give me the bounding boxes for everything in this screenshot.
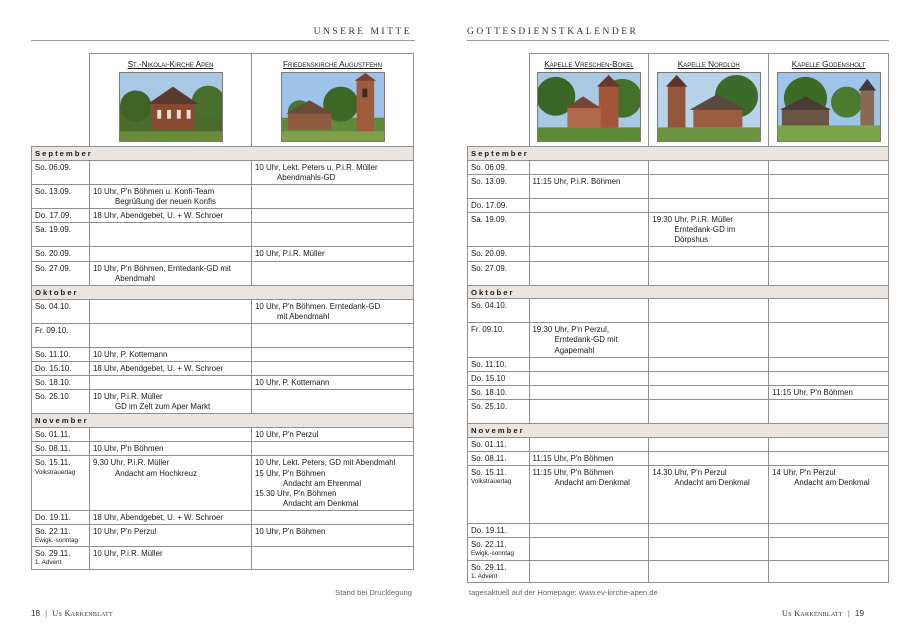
calendar-body [32, 147, 414, 570]
service-cell [529, 466, 649, 524]
service-cell [252, 247, 414, 261]
table-row [32, 347, 414, 361]
church-photo [657, 72, 761, 142]
table-row [468, 213, 889, 247]
service-cell [529, 198, 649, 212]
date-label: So. 22.11. [471, 540, 507, 550]
service-cell [769, 538, 889, 560]
section-rule [467, 40, 889, 41]
church-column-header [769, 54, 889, 147]
table-row [32, 525, 414, 547]
section-title: GOTTESDIENSTKALENDER [467, 27, 639, 37]
service-line: 11:15 Uhr, P.i.R. Böhmen [532, 176, 621, 186]
service-line: 19:30 Uhr, P.i.R. Müller [652, 215, 733, 225]
service-line: Erntedank-GD mit [554, 335, 618, 345]
day-note: 1. Advent [35, 559, 62, 567]
month-row [468, 424, 889, 438]
service-cell [90, 261, 252, 285]
service-cell [90, 347, 252, 361]
date-label: So. 11.10. [471, 359, 507, 369]
table-row [32, 299, 414, 323]
service-cell [252, 160, 414, 184]
table-row [468, 198, 889, 212]
date-label: So. 20.09. [471, 249, 507, 259]
church-photo [281, 72, 385, 142]
date-label: Sa. 19.09. [471, 215, 507, 225]
date-label: So. 18.10. [471, 387, 507, 397]
service-cell [90, 299, 252, 323]
service-line: 18 Uhr, Abendgebet, U. + W. Schroer [93, 512, 224, 522]
service-cell [90, 323, 252, 347]
date-cell [32, 376, 90, 390]
date-cell [468, 371, 530, 385]
service-cell [529, 385, 649, 399]
service-line: 11:15 Uhr, P'n Böhmen [532, 454, 614, 463]
date-label: So. 15.11. [35, 458, 71, 468]
service-cell [90, 209, 252, 223]
page-number: 18 [31, 609, 41, 618]
service-line: Andacht am Denkmal [283, 498, 359, 508]
service-cell [529, 357, 649, 371]
service-cell [529, 452, 649, 466]
table-row [468, 560, 889, 582]
service-cell [252, 547, 414, 569]
date-label: So. 13.09. [35, 187, 71, 197]
date-cell [32, 390, 90, 414]
date-label: So. 04.10. [471, 301, 507, 311]
service-cell [90, 185, 252, 209]
service-cell [529, 538, 649, 560]
service-line: 18 Uhr, Abendgebet, U. + W. Schroer [93, 211, 224, 221]
day-note: 1. Advent [471, 572, 498, 580]
service-cell [769, 524, 889, 538]
service-cell [649, 524, 769, 538]
service-cell [649, 400, 769, 424]
date-cell [32, 456, 90, 511]
service-line: 11:15 Uhr, P'n Böhmen [772, 387, 853, 397]
date-label: Do. 15.10. [35, 363, 72, 373]
service-line: 9.30 Uhr, P.i.R. Müller [93, 458, 170, 468]
service-line: 10 Uhr, P.i.R. Müller [93, 549, 163, 559]
section-rule [31, 40, 415, 41]
date-label: So. 29.11. [35, 549, 71, 559]
table-row [468, 437, 889, 451]
service-cell [529, 560, 649, 582]
service-cell [769, 560, 889, 582]
service-cell [769, 371, 889, 385]
table-row [32, 261, 414, 285]
service-line: 15 Uhr, P'n Böhmen [255, 468, 326, 478]
service-cell [649, 466, 769, 524]
page-footer: Us Karkenblatt | 19 [782, 609, 864, 618]
date-label: So. 08.11. [35, 444, 71, 454]
date-cell [468, 174, 530, 198]
service-line: 18 Uhr, Abendgebet, U. + W. Schroer [93, 363, 224, 373]
service-cell [649, 174, 769, 198]
table-row [32, 456, 414, 511]
table-row [32, 547, 414, 569]
publication-name: Us Karkenblatt [52, 609, 113, 618]
service-calendar-table [31, 53, 414, 570]
service-line: Andacht am Denkmal [674, 478, 750, 488]
service-cell [769, 247, 889, 261]
date-label: So. 22.11. [35, 527, 71, 537]
month-label: September [32, 147, 414, 161]
service-cell [769, 299, 889, 323]
service-cell [252, 428, 414, 442]
day-note: Volkstrauertag [471, 478, 512, 486]
service-cell [252, 376, 414, 390]
date-label: So. 11.10. [35, 349, 71, 359]
footnote: Stand bei Drucklegung [335, 588, 412, 597]
service-cell [90, 428, 252, 442]
date-cell [32, 323, 90, 347]
date-label: So. 01.11. [35, 430, 71, 440]
service-cell [90, 510, 252, 524]
service-line: 10 Uhr, P'n Perzul [93, 527, 157, 537]
date-label: Do. 17.09. [35, 211, 72, 221]
service-cell [252, 209, 414, 223]
service-cell [649, 213, 769, 247]
service-cell [252, 442, 414, 456]
service-line: 10 Uhr, Lekt. Peters u. P.i.R. Müller [255, 162, 378, 172]
service-cell [90, 547, 252, 569]
date-cell [32, 547, 90, 569]
service-line: 10 Uhr, P'n Böhmen, Erntedank-GD mit [93, 263, 231, 273]
service-line: Begrüßung der neuen Konfis [115, 197, 216, 207]
table-row [32, 185, 414, 209]
service-cell [252, 361, 414, 375]
table-row [468, 357, 889, 371]
table-row [32, 160, 414, 184]
day-note: Ewigk.-sonntag [471, 550, 515, 558]
date-cell [468, 299, 530, 323]
month-row [32, 414, 414, 428]
service-cell [90, 390, 252, 414]
service-cell [90, 442, 252, 456]
service-line: 14.30 Uhr, P'n Perzul [652, 468, 727, 478]
service-line: 10 Uhr, P.i.R. Müller [93, 392, 163, 402]
table-row [32, 361, 414, 375]
service-line: 10 Uhr, Lekt. Peters, GD mit Abendmahl [255, 458, 396, 468]
date-label: So. 25.10. [35, 392, 71, 402]
church-photo [777, 72, 881, 142]
date-label: So. 18.10. [35, 378, 71, 388]
table-row [32, 390, 414, 414]
service-cell [529, 371, 649, 385]
service-calendar-table [467, 53, 889, 583]
date-cell [468, 247, 530, 261]
service-line: 19:30 Uhr, P'n Perzul, [532, 325, 610, 335]
month-label: Oktober [468, 285, 889, 299]
service-cell [90, 247, 252, 261]
service-cell [252, 223, 414, 247]
date-cell [32, 223, 90, 247]
service-line: Andacht am Denkmal [554, 478, 630, 488]
calendar-body [468, 147, 889, 583]
date-label: So. 13.09. [471, 176, 507, 186]
service-line: mit Abendmahl [277, 311, 330, 321]
date-cell [32, 347, 90, 361]
service-cell [649, 452, 769, 466]
service-cell [769, 452, 889, 466]
service-cell [649, 357, 769, 371]
service-cell [529, 174, 649, 198]
date-label: Do. 19.11. [471, 526, 507, 536]
service-cell [649, 437, 769, 451]
service-line: 11:15 Uhr, P'n Böhmen [532, 468, 614, 478]
church-name: Kapelle Vreschen-Bokel [544, 60, 634, 69]
date-cell [468, 524, 530, 538]
table-row [468, 323, 889, 357]
table-corner [32, 54, 90, 147]
date-cell [468, 213, 530, 247]
date-cell [468, 452, 530, 466]
date-cell [32, 247, 90, 261]
date-cell [468, 560, 530, 582]
date-cell [32, 185, 90, 209]
service-cell [252, 185, 414, 209]
table-row [468, 466, 889, 524]
date-label: Sa. 19.09. [35, 225, 71, 235]
service-cell [529, 400, 649, 424]
date-cell [468, 323, 530, 357]
service-line: Abendmahls-GD [277, 172, 336, 182]
date-label: So. 27.09. [35, 263, 71, 273]
month-label: Oktober [32, 285, 414, 299]
date-label: Do. 15.10 [471, 373, 506, 383]
date-cell [32, 261, 90, 285]
table-row [468, 452, 889, 466]
date-label: So. 20.09. [35, 249, 71, 259]
service-line: 14 Uhr, P'n Perzul [772, 468, 836, 478]
service-cell [90, 361, 252, 375]
service-line: Agapemahl [554, 345, 595, 355]
service-cell [529, 299, 649, 323]
month-row [468, 147, 889, 161]
church-column-header [649, 54, 769, 147]
date-label: Do. 19.11. [35, 512, 71, 522]
church-photo [537, 72, 641, 142]
service-cell [649, 371, 769, 385]
date-cell [32, 442, 90, 456]
service-cell [649, 323, 769, 357]
service-cell [769, 323, 889, 357]
service-cell [529, 160, 649, 174]
service-line: 10 Uhr, P'n Böhmen. Erntedank-GD [255, 301, 381, 311]
service-line: Abendmahl [115, 273, 155, 283]
date-label: So. 15.11. [471, 468, 507, 478]
service-cell [769, 261, 889, 285]
date-label: Fr. 09.10. [471, 325, 505, 335]
day-note: Volkstrauertag [35, 468, 76, 476]
service-cell [252, 261, 414, 285]
church-photo [119, 72, 223, 142]
service-cell [769, 174, 889, 198]
service-line: 10 Uhr, P. Kottemann [255, 378, 330, 388]
table-row [468, 538, 889, 560]
service-cell [252, 510, 414, 524]
section-title: UNSERE MITTE [313, 27, 412, 37]
church-column-header [252, 54, 414, 147]
date-cell [468, 466, 530, 524]
date-cell [468, 160, 530, 174]
service-cell [90, 456, 252, 511]
date-cell [32, 299, 90, 323]
service-cell [252, 525, 414, 547]
service-cell [252, 390, 414, 414]
service-cell [769, 437, 889, 451]
month-label: September [468, 147, 889, 161]
date-cell [32, 510, 90, 524]
date-label: Do. 17.09. [471, 200, 508, 210]
date-cell [468, 400, 530, 424]
table-row [468, 385, 889, 399]
footnote: tagesaktuell auf der Homepage: www.ev-kirche-apen.de [469, 588, 658, 597]
table-row [468, 524, 889, 538]
table-row [468, 400, 889, 424]
table-row [32, 323, 414, 347]
date-label: So. 29.11. [471, 562, 507, 572]
month-label: November [32, 414, 414, 428]
date-cell [32, 525, 90, 547]
service-cell [769, 357, 889, 371]
table-row [32, 209, 414, 223]
month-row [32, 285, 414, 299]
service-cell [529, 247, 649, 261]
service-cell [769, 385, 889, 399]
date-cell [32, 361, 90, 375]
page-number: 19 [854, 609, 864, 618]
service-cell [649, 560, 769, 582]
date-cell [32, 209, 90, 223]
service-cell [769, 198, 889, 212]
service-line: 15.30 Uhr, P'n Böhmen [255, 488, 337, 498]
date-cell [32, 160, 90, 184]
service-cell [252, 456, 414, 511]
date-cell [468, 437, 530, 451]
table-row [468, 174, 889, 198]
month-row [468, 285, 889, 299]
table-row [468, 371, 889, 385]
service-cell [529, 437, 649, 451]
service-cell [90, 525, 252, 547]
table-row [32, 376, 414, 390]
date-label: So. 06.09. [471, 162, 507, 172]
church-name: Friedenskirche Augustfehn [283, 60, 382, 69]
day-note: Ewigk.-sonntag [35, 537, 79, 545]
table-row [468, 247, 889, 261]
service-cell [90, 223, 252, 247]
table-row [468, 299, 889, 323]
church-column-header [90, 54, 252, 147]
table-row [32, 247, 414, 261]
service-cell [649, 299, 769, 323]
page-footer: 18 | Us Karkenblatt [31, 609, 113, 618]
date-label: So. 01.11. [471, 439, 507, 449]
service-line: 10 Uhr, P'n Böhmen [93, 444, 164, 454]
table-row [32, 442, 414, 456]
service-cell [649, 247, 769, 261]
service-line: GD im Zelt zum Aper Markt [115, 402, 211, 412]
service-cell [252, 347, 414, 361]
service-line: Erntedank-GD im Dörpshus [674, 225, 736, 245]
service-cell [90, 376, 252, 390]
service-line: Andacht am Denkmal [794, 478, 870, 488]
table-corner [468, 54, 530, 147]
date-cell [468, 261, 530, 285]
church-name: Kapelle Nordloh [677, 60, 740, 69]
service-cell [90, 160, 252, 184]
publication-name: Us Karkenblatt [782, 609, 843, 618]
date-cell [468, 538, 530, 560]
month-label: November [468, 424, 889, 438]
service-cell [769, 213, 889, 247]
service-line: 10 Uhr, P. Kottemann [93, 349, 168, 359]
service-line: Andacht am Hochkreuz [115, 468, 198, 478]
table-row [32, 223, 414, 247]
service-cell [649, 160, 769, 174]
date-label: So. 27.09. [471, 263, 507, 273]
table-row [468, 261, 889, 285]
service-cell [252, 299, 414, 323]
service-cell [649, 261, 769, 285]
date-cell [468, 385, 530, 399]
date-label: So. 25.10. [471, 402, 507, 412]
service-line: 10 Uhr, P'n Perzul [255, 430, 319, 440]
service-cell [769, 400, 889, 424]
table-row [468, 160, 889, 174]
date-label: So. 04.10. [35, 301, 71, 311]
service-cell [649, 198, 769, 212]
date-cell [32, 428, 90, 442]
service-cell [529, 524, 649, 538]
service-cell [649, 538, 769, 560]
service-cell [649, 385, 769, 399]
service-line: 10 Uhr, P.i.R. Müller [255, 249, 325, 259]
right-page [450, 0, 900, 643]
table-row [32, 510, 414, 524]
service-cell [529, 213, 649, 247]
date-label: Fr. 09.10. [35, 325, 69, 335]
church-name: St.-Nikolai-Kirche Apen [127, 60, 214, 69]
church-name: Kapelle Godensholt [791, 60, 866, 69]
church-column-header [529, 54, 649, 147]
service-cell [529, 261, 649, 285]
date-cell [468, 357, 530, 371]
service-line: 10 Uhr, P'n Böhmen [255, 527, 326, 537]
date-cell [468, 198, 530, 212]
date-label: So. 06.09. [35, 162, 71, 172]
service-line: Andacht am Ehrenmal [283, 478, 362, 488]
date-label: So. 08.11. [471, 454, 507, 463]
service-cell [769, 160, 889, 174]
service-cell [529, 323, 649, 357]
month-row [32, 147, 414, 161]
service-line: 10 Uhr, P'n Böhmen u. Konfi-Team [93, 187, 215, 197]
service-cell [769, 466, 889, 524]
table-row [32, 428, 414, 442]
service-cell [252, 323, 414, 347]
